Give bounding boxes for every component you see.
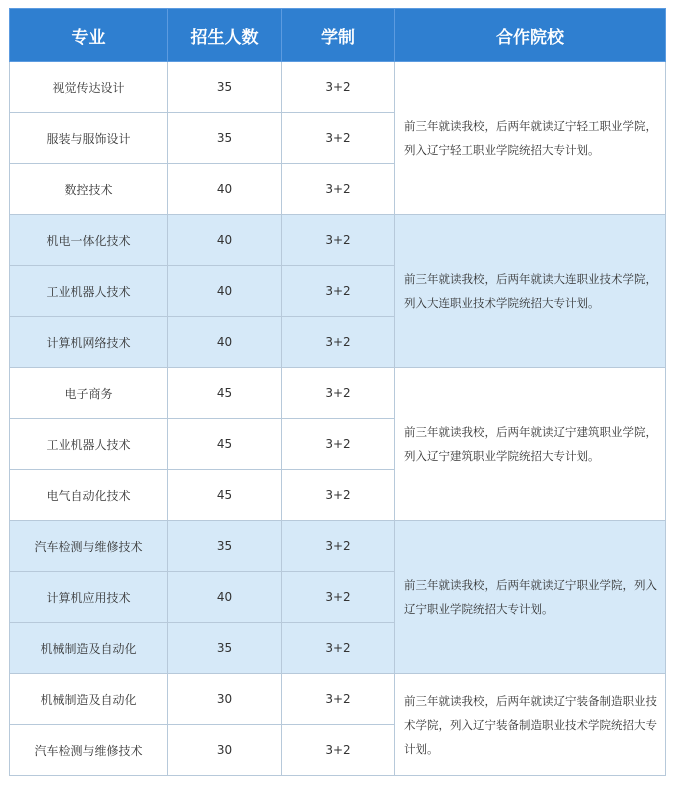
- enrollment-count-cell: 40: [168, 572, 282, 623]
- program-length-cell: 3+2: [282, 521, 395, 572]
- enrollment-count-cell: 45: [168, 470, 282, 521]
- enrollment-count-cell: 40: [168, 266, 282, 317]
- program-length-cell: 3+2: [282, 164, 395, 215]
- program-length-cell: 3+2: [282, 317, 395, 368]
- major-cell: 视觉传达设计: [10, 62, 168, 113]
- major-cell: 计算机应用技术: [10, 572, 168, 623]
- program-length-cell: 3+2: [282, 266, 395, 317]
- enrollment-count-cell: 40: [168, 215, 282, 266]
- partner-school-note: 前三年就读我校，后两年就读辽宁轻工职业学院，列入辽宁轻工职业学院统招大专计划。: [395, 62, 666, 215]
- major-cell: 机械制造及自动化: [10, 674, 168, 725]
- major-cell: 计算机网络技术: [10, 317, 168, 368]
- major-cell: 汽车检测与维修技术: [10, 725, 168, 776]
- enrollment-count-cell: 45: [168, 368, 282, 419]
- enrollment-count-cell: 35: [168, 623, 282, 674]
- header-enrollment-count: 招生人数: [168, 9, 282, 62]
- table-row: [10, 215, 666, 266]
- major-cell: 服装与服饰设计: [10, 113, 168, 164]
- table-row: [10, 521, 666, 572]
- major-cell: 工业机器人技术: [10, 419, 168, 470]
- major-cell: 机电一体化技术: [10, 215, 168, 266]
- program-length-cell: 3+2: [282, 419, 395, 470]
- major-cell: 电气自动化技术: [10, 470, 168, 521]
- major-cell: 工业机器人技术: [10, 266, 168, 317]
- enrollment-count-cell: 35: [168, 521, 282, 572]
- enrollment-table: [9, 8, 666, 776]
- enrollment-count-cell: 30: [168, 725, 282, 776]
- major-cell: 汽车检测与维修技术: [10, 521, 168, 572]
- enrollment-count-cell: 40: [168, 164, 282, 215]
- header-program-length: 学制: [282, 9, 395, 62]
- header-row: [10, 9, 666, 62]
- enrollment-table-container: [9, 8, 665, 776]
- enrollment-count-cell: 45: [168, 419, 282, 470]
- program-length-cell: 3+2: [282, 113, 395, 164]
- table-row: [10, 368, 666, 419]
- major-cell: 机械制造及自动化: [10, 623, 168, 674]
- table-row: [10, 674, 666, 725]
- program-length-cell: 3+2: [282, 62, 395, 113]
- partner-school-note: 前三年就读我校，后两年就读辽宁职业学院，列入辽宁职业学院统招大专计划。: [395, 521, 666, 674]
- partner-school-note: 前三年就读我校，后两年就读辽宁建筑职业学院，列入辽宁建筑职业学院统招大专计划。: [395, 368, 666, 521]
- table-row: [10, 62, 666, 113]
- program-length-cell: 3+2: [282, 725, 395, 776]
- program-length-cell: 3+2: [282, 623, 395, 674]
- header-partner-school: 合作院校: [395, 9, 666, 62]
- program-length-cell: 3+2: [282, 368, 395, 419]
- partner-school-note: 前三年就读我校，后两年就读大连职业技术学院，列入大连职业技术学院统招大专计划。: [395, 215, 666, 368]
- header-major: 专业: [10, 9, 168, 62]
- table-body: [10, 62, 666, 776]
- program-length-cell: 3+2: [282, 470, 395, 521]
- enrollment-count-cell: 35: [168, 113, 282, 164]
- program-length-cell: 3+2: [282, 674, 395, 725]
- enrollment-count-cell: 30: [168, 674, 282, 725]
- major-cell: 电子商务: [10, 368, 168, 419]
- program-length-cell: 3+2: [282, 572, 395, 623]
- program-length-cell: 3+2: [282, 215, 395, 266]
- major-cell: 数控技术: [10, 164, 168, 215]
- enrollment-count-cell: 35: [168, 62, 282, 113]
- partner-school-note: 前三年就读我校，后两年就读辽宁装备制造职业技术学院，列入辽宁装备制造职业技术学院统招大专计划。: [395, 674, 666, 776]
- enrollment-count-cell: 40: [168, 317, 282, 368]
